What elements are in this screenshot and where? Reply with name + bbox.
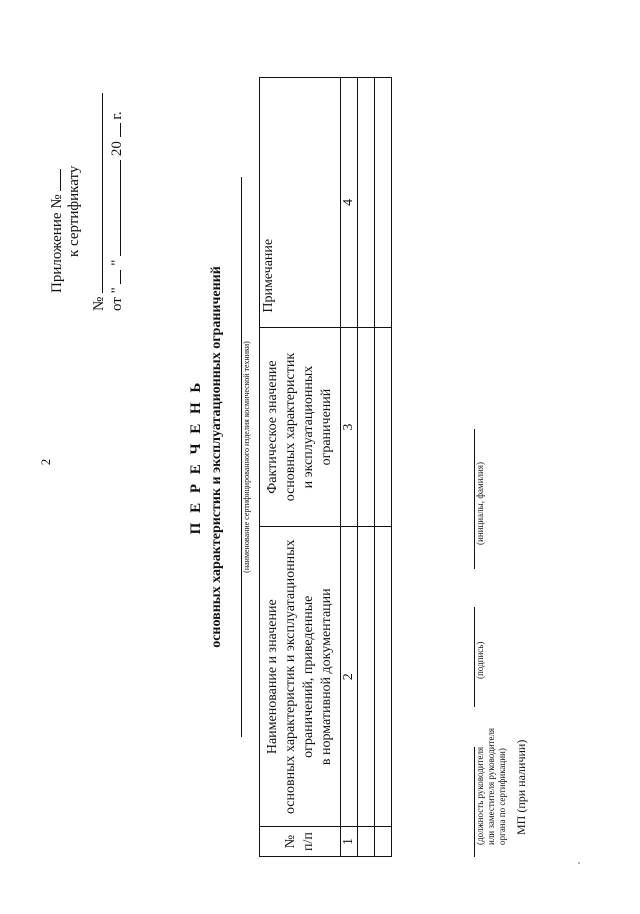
header-number-text: № п/п: [283, 832, 316, 851]
certificate-number-line: [88, 93, 108, 311]
date-open-quote: от ": [109, 287, 125, 311]
table-cell: [375, 78, 392, 328]
table-cell: [375, 327, 392, 527]
signature-caption: (подпись): [475, 641, 485, 679]
column-number-4: 4: [341, 78, 358, 328]
table-row: [375, 78, 392, 857]
number-sign: №: [91, 296, 107, 311]
certificate-number-blank: [88, 93, 103, 293]
column-number-row: [341, 78, 358, 857]
appendix-number-blank: [46, 169, 61, 191]
document-title: П Е Р Е Ч Е Н Ь: [188, 379, 204, 535]
product-name-caption: (наименование сертифицированного изделия космической техники): [242, 341, 251, 573]
column-number-1: 1: [341, 827, 358, 857]
table-cell: [375, 527, 392, 827]
column-number-3: 3: [341, 327, 358, 527]
header-note-text: Примечание: [261, 238, 276, 313]
year-suffix: г.: [109, 111, 125, 120]
certificate-label: к сертификату: [66, 165, 82, 257]
table-header-row: [260, 78, 341, 857]
table-cell: [358, 78, 375, 328]
certificate-date-line: [106, 111, 126, 311]
table-cell: [375, 827, 392, 857]
characteristics-table: [259, 77, 392, 857]
column-number-2: 2: [341, 527, 358, 827]
document-page: [46, 57, 606, 857]
document-subtitle: основных характеристик и эксплуатационных ограничений: [209, 266, 224, 648]
stamp-label: МП (при наличии): [514, 739, 528, 835]
month-blank: [106, 160, 121, 256]
header-actual-values: [260, 327, 341, 527]
header-actual-values-text: Фактическое значение основных характеристик и эксплуатационных ограничений: [265, 352, 334, 502]
year-blank: [106, 123, 121, 137]
header-note: [260, 78, 341, 328]
page-number: 2: [38, 458, 53, 466]
year-prefix: 20: [109, 141, 125, 157]
table-cell: [358, 527, 375, 827]
header-number: [260, 827, 341, 857]
date-close-quote: ": [109, 259, 125, 266]
header-required-values-text: Наименование и значение основных характеристик и эксплуатационных ограничений, приведенные в нормативной документации: [265, 539, 334, 815]
table-cell: [358, 827, 375, 857]
position-caption: (должность руководителя или заместителя руководителя органа по сертификации): [475, 727, 507, 845]
table-row: [358, 78, 375, 857]
table-cell: [358, 327, 375, 527]
scan-speck: [578, 862, 580, 864]
appendix-prefix: Приложение №: [49, 194, 65, 293]
day-blank: [106, 270, 121, 284]
appendix-label: [46, 169, 66, 293]
name-caption: (инициалы, фамилия): [475, 462, 485, 545]
header-required-values: [260, 527, 341, 827]
